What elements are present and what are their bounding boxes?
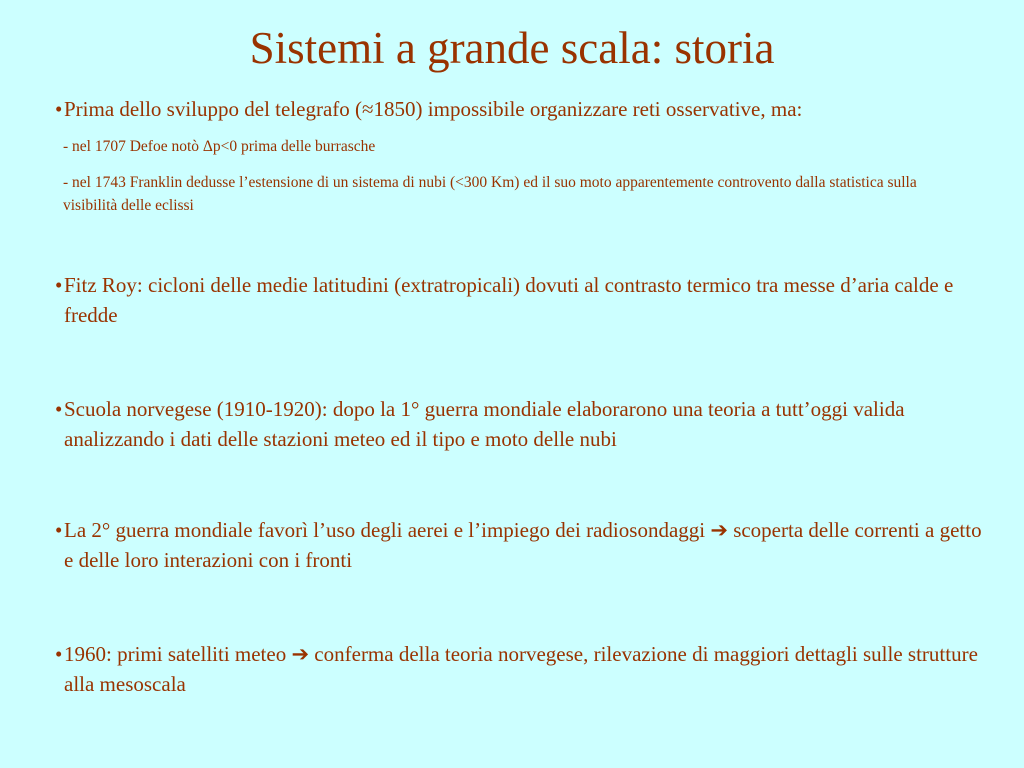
sub-bullet-franklin: - nel 1743 Franklin dedusse l’estensione di un sistema di nubi (<300 Km) ed il suo moto apparentemente controvento dalla statistica sulla visibilità delle eclissi: [63, 174, 917, 214]
bullet-marker: •: [55, 273, 63, 297]
bullet-text: Prima dello sviluppo del telegrafo (≈1850) impossibile organizzare reti osservative, ma:: [64, 97, 803, 121]
bullet-item-norwegian-school: [55, 394, 985, 454]
bullet-marker: •: [55, 397, 63, 421]
bullet-marker: •: [55, 518, 63, 542]
bullet-item-ww2: [55, 515, 985, 575]
bullet-text: Fitz Roy: cicloni delle medie latitudini (extratropicali) dovuti al contrasto termico tra messe d’aria calde e fredde: [64, 273, 954, 327]
bullet-text: 1960: primi satelliti meteo ➔ conferma della teoria norvegese, rilevazione di maggiori dettagli sulle strutture alla mesoscala: [64, 642, 978, 696]
bullet-text: Scuola norvegese (1910-1920): dopo la 1° guerra mondiale elaborarono una teoria a tutt’oggi valida analizzando i dati delle stazioni meteo ed il tipo e moto delle nubi: [64, 397, 905, 451]
bullet-marker: •: [55, 642, 63, 666]
slide-title: Sistemi a grande scala: storia: [249, 23, 775, 73]
sub-bullet-defoe: - nel 1707 Defoe notò Δp<0 prima delle burrasche: [63, 138, 376, 155]
bullet-text: La 2° guerra mondiale favorì l’uso degli aerei e l’impiego dei radiosondaggi ➔ scoperta delle correnti a getto e delle loro interazioni con i fronti: [64, 518, 982, 572]
bullet-item-satellites: [55, 639, 985, 699]
bullet-item-telegraph: [55, 94, 985, 124]
bullet-marker: •: [55, 97, 63, 121]
bullet-item-fitz-roy: [55, 270, 985, 330]
